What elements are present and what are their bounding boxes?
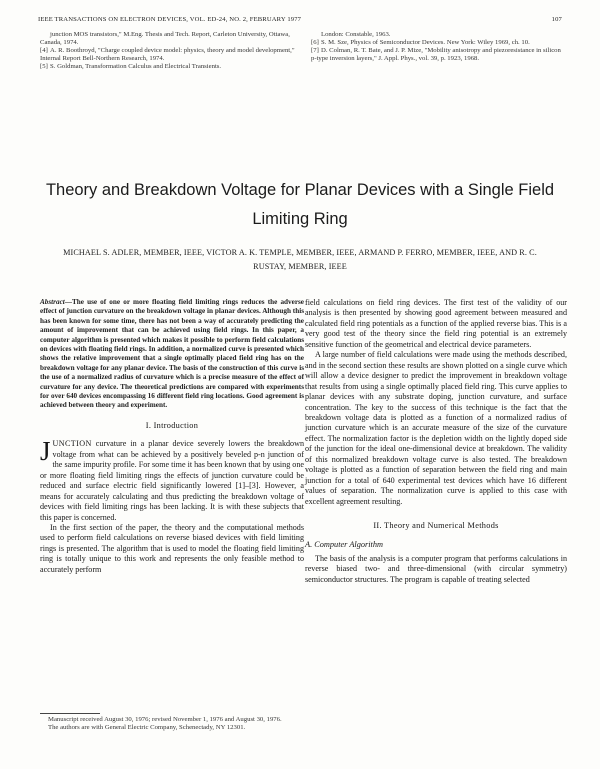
reference-item: junction MOS transistors," M.Eng. Thesis and Tech. Report, Carleton University, Ottawa, Canada, 1974. [40, 31, 290, 47]
reference-item: London: Constable, 1963. [321, 31, 391, 38]
subsection-heading-computer-algorithm: A. Computer Algorithm [305, 539, 383, 549]
body-paragraph: The basis of the analysis is a computer program that performs calculations in reverse biased two- and three-dimensional (with circular symmetry) semiconductor structures. The program is capable of treating selected [305, 553, 567, 584]
body-paragraph: JUNCTION curvature in a planar device severely lowers the breakdown voltage from what can be achieved by a positively beveled p-n junction of the same impurity profile. For some time it has been known that by using one or more floating field limiting rings the effects of junction curvature could be reduced and surface electric field significantly lowered [1]–[3]. However, a means for accurately calculating and thus predicting the breakdown voltage of devices with field limiting rings has been lacking. It is with these subjects that this paper is concerned. [40, 436, 304, 522]
footnote-affiliation: The authors are with General Electric Company, Schenectady, NY 12301. [48, 724, 246, 732]
reference-list-right [311, 31, 566, 63]
left-column [40, 298, 304, 575]
body-paragraph: In the first section of the paper, the theory and the computational methods used to perform field calculations on reverse biased devices with field limiting rings is presented. The algorithm that is used to model the floating field limiting ring is totally unique to this work and represents the only feasible method to accurately perform [40, 522, 304, 574]
reference-item: [6] S. M. Sze, Physics of Semiconductor Devices. New York: Wiley 1969, ch. 10. [311, 39, 530, 47]
drop-cap: J [40, 436, 51, 467]
section-heading-introduction: I. Introduction [145, 420, 199, 430]
footnotes [40, 716, 304, 732]
footnote-divider [40, 713, 100, 714]
journal-running-title: IEEE TRANSACTIONS ON ELECTRON DEVICES, VOL. ED-24, NO. 2, FEBRUARY 1977 [38, 16, 302, 23]
right-column [305, 298, 567, 585]
abstract: Abstract—The use of one or more floating field limiting rings reduces the adverse effect of junction curvature on the breakdown voltage in planar devices. Although this has been known for some time, there has not been a way of accurately predicting the amount of improvement that can be achieved using field rings. In this paper, a computer algorithm is presented which makes it possible to perform field calculations on devices with floating field rings. In addition, a normalized curve is presented which shows the relative improvement that a single optimally placed field ring has on the breakdown voltage for any planar device. The basis of the construction of this curve is the use of a normalized radius of curvature which is a precise measure of the effect of curvature for any device. The theoretical predictions are compared with experiments for over 640 devices encompassing 16 different field ring locations. Good agreement is achieved between theory and experiment. [40, 298, 304, 410]
body-paragraph: A large number of field calculations were made using the methods described, and in the second section these results are shown plotted on a single curve which will allow a device designer to predict the improvement in breakdown voltage that results from using a single optimally placed field ring. This curve applies to planar devices with any substrate doping, junction curvature, and surface concentration. The key to the success of this technique is the fact that the breakdown voltage data is plotted as a function of a normalized radius of junction curvature which is an accurate measure of the size of the curvature effect. The normalization factor is the depletion width on the lightly doped side of the junction for the ideal one-dimensional device at breakdown. The validity of this normalized breakdown voltage curve is also tested. The breakdown voltage is plotted as a function of separation between the field ring and main junction for a total of 640 experimental test devices which have 16 different values of separation. The normalization curve is applied to this case with excellent agreement resulting. [305, 350, 567, 506]
lead-caps: UNCTION [52, 439, 92, 449]
section-heading-theory: II. Theory and Numerical Methods [373, 521, 499, 531]
reference-item: [5] S. Goldman, Transformation Calculus and Electrical Transients. [40, 63, 222, 71]
abstract-text: The use of one or more floating field limiting rings reduces the adverse effect of junction curvature on the breakdown voltage in planar devices. Although this has been known for some time, there has not been a way of accurately predicting the amount of improvement that can be achieved using field rings. In this paper, a computer algorithm is presented which makes it possible to perform field calculations on devices with floating field rings. In addition, a normalized curve is presented which shows the relative improvement that a single optimally placed field ring has on the breakdown voltage for any planar device. The basis of the construction of this curve is the use of a normalized radius of curvature which is a precise measure of the effect of curvature for any device. The theoretical predictions are compared with experiments for over 640 devices encompassing 16 different field ring locations. Good agreement is achieved between theory and experiment. [40, 298, 304, 410]
footnote-manuscript: Manuscript received August 30, 1976; revised November 1, 1976 and August 30, 1976. [48, 716, 282, 723]
author-list: MICHAEL S. ADLER, MEMBER, IEEE, VICTOR A. K. TEMPLE, MEMBER, IEEE, ARMAND P. FERRO, MEMBER, IEEE, AND R. C. RUSTAY, MEMBER, IEEE [63, 248, 537, 271]
paper-title: Theory and Breakdown Voltage for Planar Devices with a Single Field Limiting Ring [45, 181, 555, 228]
abstract-label: Abstract [40, 298, 65, 306]
reference-item: [7] D. Colman, R. T. Bate, and J. P. Mize, "Mobility anisotropy and piezoresistance in silicon p-type inversion layers," J. Appl. Phys., vol. 39, p. 1923, 1968. [311, 47, 561, 63]
running-head [38, 16, 562, 28]
reference-list-left [40, 31, 302, 71]
reference-item: [4] A. R. Boothroyd, "Charge coupled device model: physics, theory and model development," Internal Report Bell-Northern Research, 1974. [40, 47, 295, 63]
page-number: 107 [551, 16, 562, 23]
body-paragraph: field calculations on field ring devices. The first test of the validity of our analysis is then presented by showing good agreement between measured and calculated field ring potentials as a function of the applied reverse bias. This is a very good test of the theory since the field ring potential is an extremely sensitive function of the geometrical and electrical device parameters. [305, 298, 567, 349]
